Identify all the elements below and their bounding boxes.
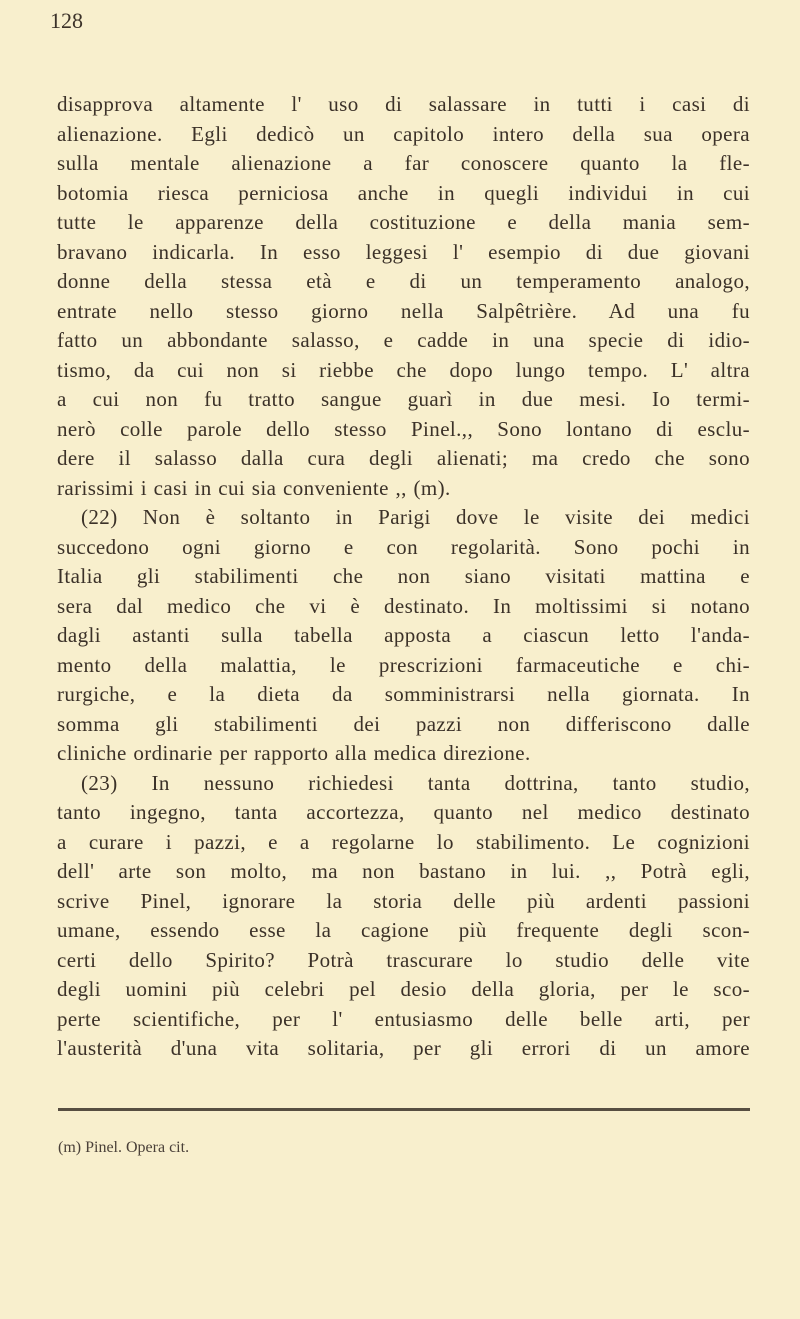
text-line: l'austerità d'una vita solitaria, per gli errori di un amore [57, 1036, 750, 1060]
text-line: somma gli stabilimenti dei pazzi non differiscono dalle [57, 711, 750, 736]
footnote: (m) Pinel. Opera cit. [58, 1139, 190, 1156]
text-line: sulla mentale alienazione a far conoscere quanto la fle- [57, 151, 750, 175]
text-line: (23) In nessuno richiedesi tanta dottrina, tanto studio, [81, 770, 750, 795]
text-line: tismo, da cui non si riebbe che dopo lungo tempo. L' altra [57, 357, 750, 382]
text-line: tanto ingegno, tanta accortezza, quanto nel medico destinato [57, 800, 750, 824]
text-line: sera dal medico che vi è destinato. In moltissimi si notano [57, 593, 750, 618]
text-line: fatto un abbondante salasso, e cadde in una specie di idio- [57, 328, 750, 352]
text-line: scrive Pinel, ignorare la storia delle più ardenti passioni [57, 888, 750, 913]
text-line: rarissimi i casi in cui sia conveniente ,, (m). [57, 475, 451, 500]
text-line: certi dello Spirito? Potrà trascurare lo studio delle vite [57, 947, 750, 972]
text-line: cliniche ordinarie per rapporto alla medica direzione. [57, 741, 531, 765]
text-line: umane, essendo esse la cagione più frequente degli scon- [57, 918, 750, 942]
page-number: 128 [50, 8, 83, 33]
text-line: tutte le apparenze della costituzione e della mania sem- [57, 210, 750, 234]
text-line: dell' arte son molto, ma non bastano in lui. ,, Potrà egli, [57, 859, 750, 883]
text-line: succedono ogni giorno e con regolarità. Sono pochi in [57, 534, 750, 559]
text-line: botomia riesca perniciosa anche in quegli individui in cui [57, 180, 750, 205]
text-line: perte scientifiche, per l' entusiasmo delle belle arti, per [57, 1006, 750, 1031]
text-line: nerò colle parole dello stesso Pinel.,, Sono lontano di esclu- [57, 416, 750, 441]
text-line: a curare i pazzi, e a regolarne lo stabilimento. Le cognizioni [57, 829, 750, 854]
text-line: dagli astanti sulla tabella apposta a ciascun letto l'anda- [57, 623, 750, 647]
text-line: mento della malattia, le prescrizioni farmaceutiche e chi- [57, 652, 750, 677]
text-line: entrate nello stesso giorno nella Salpêtrière. Ad una fu [57, 298, 750, 323]
body-text [57, 90, 750, 1064]
text-line: degli uomini più celebri pel desio della gloria, per le sco- [57, 977, 750, 1001]
text-line: (22) Non è soltanto in Parigi dove le visite dei medici [81, 505, 750, 529]
text-line: donne della stessa età e di un temperamento analogo, [57, 269, 750, 293]
text-line: Italia gli stabilimenti che non siano visitati mattina e [57, 564, 750, 588]
text-line: a cui non fu tratto sangue guarì in due mesi. Io termi- [57, 387, 750, 411]
footnote-divider [58, 1108, 750, 1111]
text-line: disapprova altamente l' uso di salassare in tutti i casi di [57, 92, 750, 116]
text-line: dere il salasso dalla cura degli alienati; ma credo che sono [57, 446, 750, 470]
text-line: rurgiche, e la dieta da somministrarsi nella giornata. In [57, 682, 750, 706]
text-line: alienazione. Egli dedicò un capitolo intero della sua opera [57, 121, 750, 146]
text-line: bravano indicarla. In esso leggesi l' esempio di due giovani [57, 239, 750, 264]
